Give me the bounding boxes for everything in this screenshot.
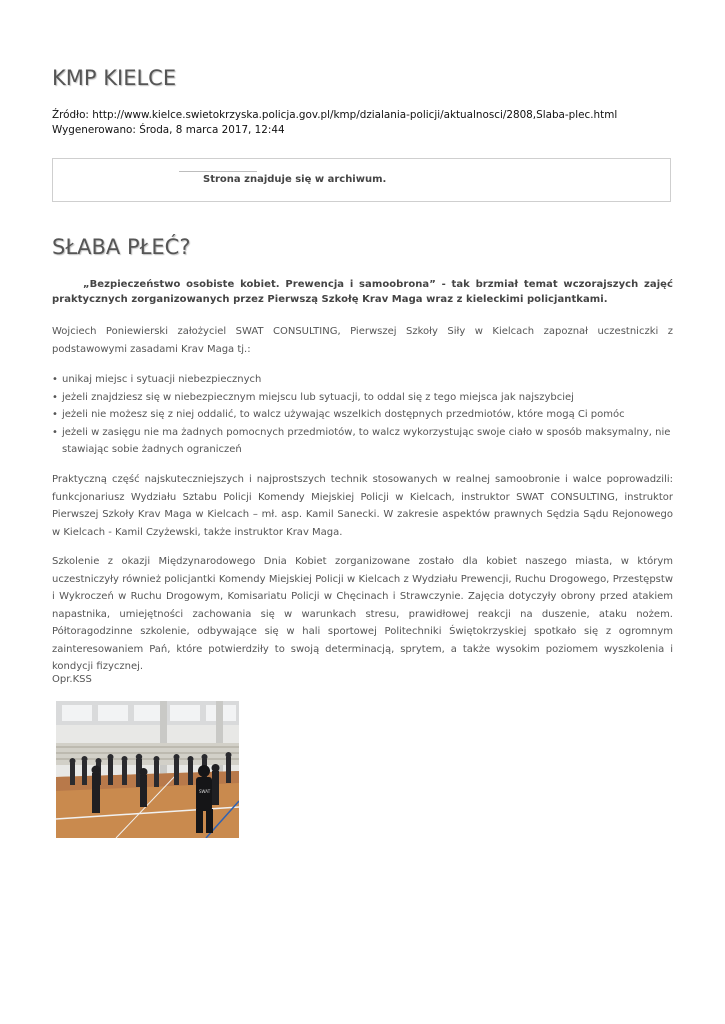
bullet-icon: • bbox=[52, 374, 58, 385]
article-lead: „Bezpieczeństwo osobiste kobiet. Prewencja i samoobrona” - tak brzmiał temat wczorajszych zajęć praktycznych zorganizowanych przez Pierwszą Szkołę Krav Maga wraz z kieleckimi policjantkami. bbox=[52, 279, 673, 305]
archive-notice-box bbox=[52, 158, 671, 202]
archive-notice-text: Strona znajduje się w archiwum. bbox=[203, 174, 387, 185]
training-photo bbox=[56, 701, 239, 838]
site-title: KMP KIELCE bbox=[52, 66, 177, 90]
bullet-icon: • bbox=[52, 409, 58, 420]
training-photo-illustration bbox=[56, 701, 239, 838]
list-item-text: unikaj miejsc i sytuacji niebezpiecznych bbox=[62, 374, 262, 385]
krav-maga-rules-list bbox=[52, 371, 673, 459]
generated-date-line: Wygenerowano: Środa, 8 marca 2017, 12:44 bbox=[52, 123, 285, 136]
list-item bbox=[52, 371, 673, 389]
list-item bbox=[52, 389, 673, 407]
list-item-text: jeżeli nie możesz się z niej oddalić, to walcz używając wszelkich dostępnych przedmiotów, które mogą Ci pomóc bbox=[62, 409, 625, 420]
bullet-icon: • bbox=[52, 391, 58, 403]
svg-text:SWAT: SWAT bbox=[199, 789, 211, 794]
list-item bbox=[52, 424, 673, 459]
archive-notice-rule bbox=[179, 171, 257, 172]
article-title: SŁABA PŁEĆ? bbox=[52, 235, 191, 259]
list-item bbox=[52, 406, 673, 424]
list-item-text: jeżeli znajdziesz się w niebezpiecznym miejscu lub sytuacji, to oddal się z tego miejsca jak najszybciej bbox=[62, 391, 574, 403]
article-signature: Opr.KSS bbox=[52, 674, 92, 685]
article-paragraph-3: Szkolenie z okazji Międzynarodowego Dnia Kobiet zorganizowane zostało dla kobiet naszego miasta, w którym uczestniczyły również policjantki Komendy Miejskiej Policji w Kielcach z Wydziału Prewencji, Ruchu Drogowego, Przestępstw i Wykroczeń w Ruchu Drogowym, Komisariatu Policji w Chęcinach i Strawczynie. Zajęcia dotyczyły obrony przed atakiem napastnika, umiejętności zachowania się w warunkach stresu, prawidłowej reakcji na duszenie, ataku nożem. Półtoragodzinne szkolenie, odbywające się w hali sportowej Politechniki Świętokrzyskiej spotkało się z ogromnym zainteresowaniem Pań, które potwierdziły to swoją determinacją, sprytem, a także wysokim poziomem wyszkolenia i kondycji fizycznej. bbox=[52, 556, 673, 672]
article-paragraph-1: Wojciech Poniewierski założyciel SWAT CONSULTING, Pierwszej Szkoły Siły w Kielcach zapoznał uczestniczki z podstawowymi zasadami Krav Maga tj.: bbox=[52, 326, 673, 355]
list-item-text: jeżeli w zasięgu nie ma żadnych pomocnych przedmiotów, to walcz wykorzystując swoje ciało w sposób maksymalny, nie stawiając sobie żadnych ograniczeń bbox=[62, 426, 671, 455]
article-paragraph-2: Praktyczną część najskuteczniejszych i najprostszych technik stosowanych w realnej samoobronie i walce poprowadzili: funkcjonariusz Wydziału Sztabu Policji Komendy Miejskiej Policji w Kielcach, instruktor SWAT CONSULTING, instruktor Pierwszej Szkoły Krav Maga w Kielcach – mł. asp. Kamil Sanecki. W zakresie aspektów prawnych Sędzia Sądu Rejonowego w Kielcach - Kamil Czyżewski, także instruktor Krav Maga. bbox=[52, 474, 673, 538]
source-url-line[interactable]: Źródło: http://www.kielce.swietokrzyska.policja.gov.pl/kmp/dzialania-policji/aktualnosci/2808,Slaba-plec.html bbox=[52, 109, 618, 121]
document-meta bbox=[52, 108, 617, 137]
bullet-icon: • bbox=[52, 426, 58, 438]
